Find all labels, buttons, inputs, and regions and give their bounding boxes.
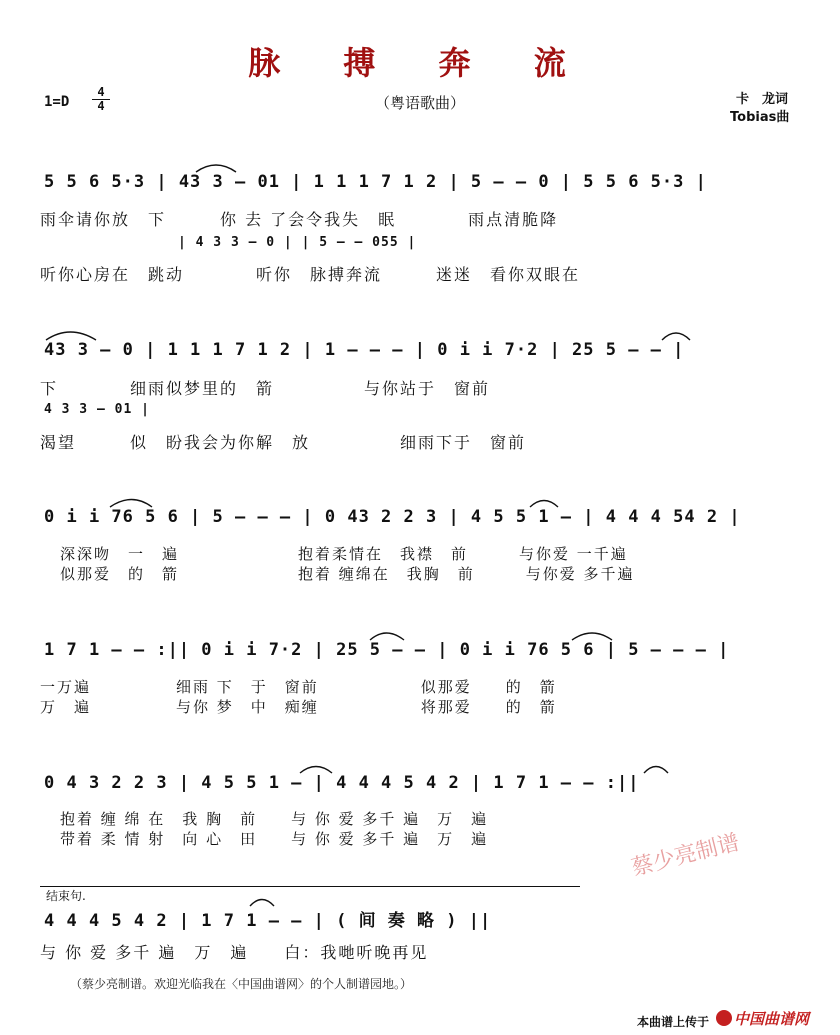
ending-label: 结束句. bbox=[46, 889, 86, 903]
slur-arc bbox=[300, 767, 332, 774]
lyric-line-2: 听你心房在 跳动 听你 脉搏奔流 迷迷 看你双眼在 bbox=[40, 265, 581, 284]
lyric-line: 与 你 爱 多千 遍 万 遍 白：我哋听晚再见 bbox=[40, 943, 429, 962]
alt-notation-line: | 4 3 3 — 0 | | 5 — — 055 | bbox=[178, 235, 417, 250]
lyric-line: 深深吻 一 遍 抱着柔情在 我襟 前 与你爱 一千遍 bbox=[60, 545, 628, 563]
notation-line: 1 7 1 — — :|| 0 i i 7·2 | 25 5 — — | 0 i i 76 5 6 | 5 — — — | bbox=[44, 640, 730, 660]
slur-arc bbox=[110, 500, 152, 508]
slur-arc bbox=[530, 501, 558, 508]
site-name-link[interactable]: 中国曲谱网 bbox=[734, 1010, 810, 1028]
notation-line: 0 4 3 2 2 3 | 4 5 5 1 — | 4 4 4 5 4 2 | 1 7 1 — — :|| bbox=[44, 773, 640, 793]
notation-line: 4 4 4 5 4 2 | 1 7 1 — — | ( 间 奏 略 ) || bbox=[44, 911, 492, 931]
lyric-line-2: 带着 柔 情 射 向 心 田 与 你 爱 多千 遍 万 遍 bbox=[60, 830, 489, 848]
lyricist-credit: 卡 龙词 bbox=[736, 92, 789, 107]
slur-arc bbox=[370, 633, 404, 640]
notation-line: 0 i i 76 5 6 | 5 — — — | 0 43 2 2 3 | 4 5 5 1 — | 4 4 4 54 2 | bbox=[44, 507, 741, 527]
slur-arc bbox=[644, 767, 668, 774]
slur-arc bbox=[196, 165, 236, 172]
upload-label: 本曲谱上传于 bbox=[637, 1015, 710, 1029]
lyric-line-2: 万 遍 与你 梦 中 痴缠 将那爱 的 箭 bbox=[40, 698, 557, 716]
slur-arc bbox=[46, 332, 96, 340]
key-signature: 1=D bbox=[44, 94, 70, 110]
alt-notation-line: 4 3 3 — 01 | bbox=[44, 402, 150, 417]
footer-note: （蔡少亮制谱。欢迎光临我在〈中国曲谱网〉的个人制谱园地。） bbox=[70, 977, 413, 991]
slur-arc bbox=[250, 900, 274, 907]
lyric-line: 抱着 缠 绵 在 我 胸 前 与 你 爱 多千 遍 万 遍 bbox=[60, 810, 489, 828]
notation-line: 43 3 — 0 | 1 1 1 7 1 2 | 1 — — — | 0 i i 7·2 | 25 5 — — | bbox=[44, 340, 685, 360]
lyric-line-2: 似那爱 的 箭 抱着 缠绵在 我胸 前 与你爱 多千遍 bbox=[60, 565, 635, 583]
lyric-line: 雨伞请你放 下 你 去 了会令我失 眠 雨点清脆降 bbox=[40, 210, 559, 229]
site-logo-icon bbox=[716, 1010, 732, 1026]
composer-credit: Tobias曲 bbox=[730, 110, 790, 125]
song-title: 脉 搏 奔 流 bbox=[248, 44, 592, 82]
slur-arc bbox=[662, 333, 690, 340]
time-signature-bottom: 4 bbox=[92, 99, 110, 113]
lyric-line: 一万遍 细雨 下 于 窗前 似那爱 的 箭 bbox=[40, 678, 557, 696]
song-subtitle: （粤语歌曲） bbox=[374, 94, 465, 112]
notation-line: 5 5 6 5·3 | 43 3 — 01 | 1 1 1 7 1 2 | 5 — — 0 | 5 5 6 5·3 | bbox=[44, 172, 707, 192]
lyric-line: 下 细雨似梦里的 箭 与你站于 窗前 bbox=[40, 379, 491, 398]
watermark: 蔡少亮制谱 bbox=[629, 830, 743, 882]
slur-arc bbox=[572, 633, 612, 640]
lyric-line-2: 渴望 似 盼我会为你解 放 细雨下于 窗前 bbox=[40, 433, 527, 452]
time-signature-top: 4 bbox=[97, 85, 105, 99]
